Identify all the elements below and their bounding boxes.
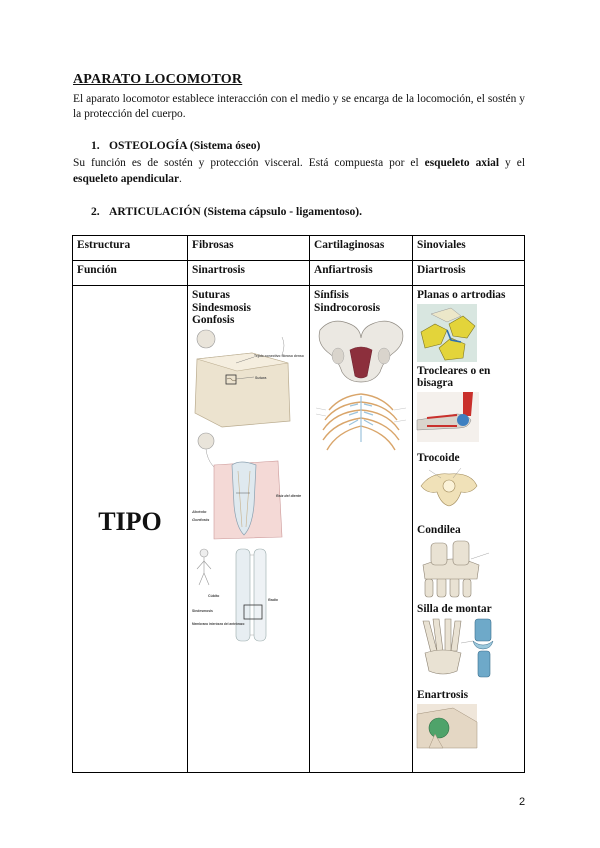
table-cell: Fibrosas	[188, 236, 310, 261]
type-enartrosis: Enartrosis	[417, 689, 469, 701]
gonfosis-label-a: Alvéolo	[192, 508, 207, 514]
paragraph-text: .	[179, 173, 182, 185]
document-title: APARATO LOCOMOTOR	[73, 72, 243, 87]
gonfosis-label-b: Gonfosis	[192, 516, 210, 522]
table-cell: Estructura	[73, 236, 188, 261]
sinoviales-cell	[413, 286, 525, 773]
type-trocleares: Trocleares o en bisagra	[417, 364, 491, 389]
suture-illustration	[192, 329, 304, 429]
paragraph-text: Su función es de sostén y protección visceral. Está compuesta por el	[73, 157, 425, 169]
table-cell: Anfiartrosis	[310, 261, 413, 286]
fibrosas-cell	[188, 286, 310, 773]
type-suturas: Suturas	[192, 289, 230, 301]
type-planas: Planas o artrodias	[417, 289, 506, 301]
type-condilea: Condilea	[417, 524, 461, 536]
table-header-row	[73, 236, 525, 261]
page-number: 2	[519, 796, 526, 808]
type-sindrocorosis: Sindrocorosis	[314, 301, 381, 314]
section-heading-articulacion	[91, 205, 362, 218]
type-sinfisis: Sínfisis	[314, 289, 349, 301]
section-number: 1.	[91, 139, 100, 152]
type-trocoide: Trocoide	[417, 451, 460, 464]
syndesmosis-illustration	[192, 545, 296, 645]
intro-paragraph: El aparato locomotor establece interacción con el medio y se encarga de la locomoción, el sostén y la protección del cuerpo.	[73, 93, 525, 120]
type-silla-de-montar: Silla de montar	[417, 602, 492, 615]
section-title: ARTICULACIÓN (Sistema cápsulo - ligamentoso).	[109, 205, 363, 218]
bold-term-axial: esqueleto axial	[424, 157, 500, 169]
ball-socket-illustration	[417, 704, 477, 748]
table-cell: Sinartrosis	[188, 261, 310, 286]
section-number: 2.	[91, 205, 100, 218]
table-row-tipo	[73, 286, 525, 773]
bold-term-apendicular: esqueleto apendicular	[73, 173, 179, 185]
cartilaginosas-cell	[310, 286, 413, 773]
paragraph-text: y el	[499, 157, 525, 169]
sutura-label-a: Tejido conectivo fibroso denso	[254, 353, 304, 358]
type-gonfosis: Gonfosis	[192, 314, 235, 326]
sind-label-c: Sindesmosis	[192, 608, 213, 613]
tipo-label: TIPO	[98, 507, 162, 536]
pivot-joint-illustration	[417, 466, 479, 514]
sind-label-b: Radio	[268, 597, 278, 602]
gomphosis-illustration	[192, 431, 302, 543]
tipo-cell	[73, 286, 188, 773]
sind-label-a: Cúbito	[208, 593, 220, 598]
table-cell: Sinoviales	[413, 236, 525, 261]
sutura-label-b: Sutura	[255, 375, 267, 380]
table-row-funcion	[73, 261, 525, 286]
condyloid-joint-illustration	[417, 539, 491, 597]
pelvis-illustration	[314, 316, 408, 386]
type-sindesmosis: Sindesmosis	[192, 301, 251, 314]
gonfosis-label-c: Raíz del diente	[276, 493, 302, 498]
hinge-joint-illustration	[417, 392, 479, 442]
osteologia-paragraph	[73, 155, 525, 187]
table-cell: Función	[73, 261, 188, 286]
saddle-joint-illustration	[417, 617, 501, 683]
table-cell: Diartrosis	[413, 261, 525, 286]
section-title: OSTEOLOGÍA (Sistema óseo)	[109, 139, 261, 152]
plane-joint-illustration	[417, 304, 477, 362]
articulation-table	[72, 235, 525, 773]
ribcage-illustration	[314, 388, 408, 462]
table-cell: Cartilaginosas	[310, 236, 413, 261]
sind-label-d: Membrana interósea del antebrazo	[192, 621, 245, 626]
section-heading-osteologia	[91, 139, 260, 152]
